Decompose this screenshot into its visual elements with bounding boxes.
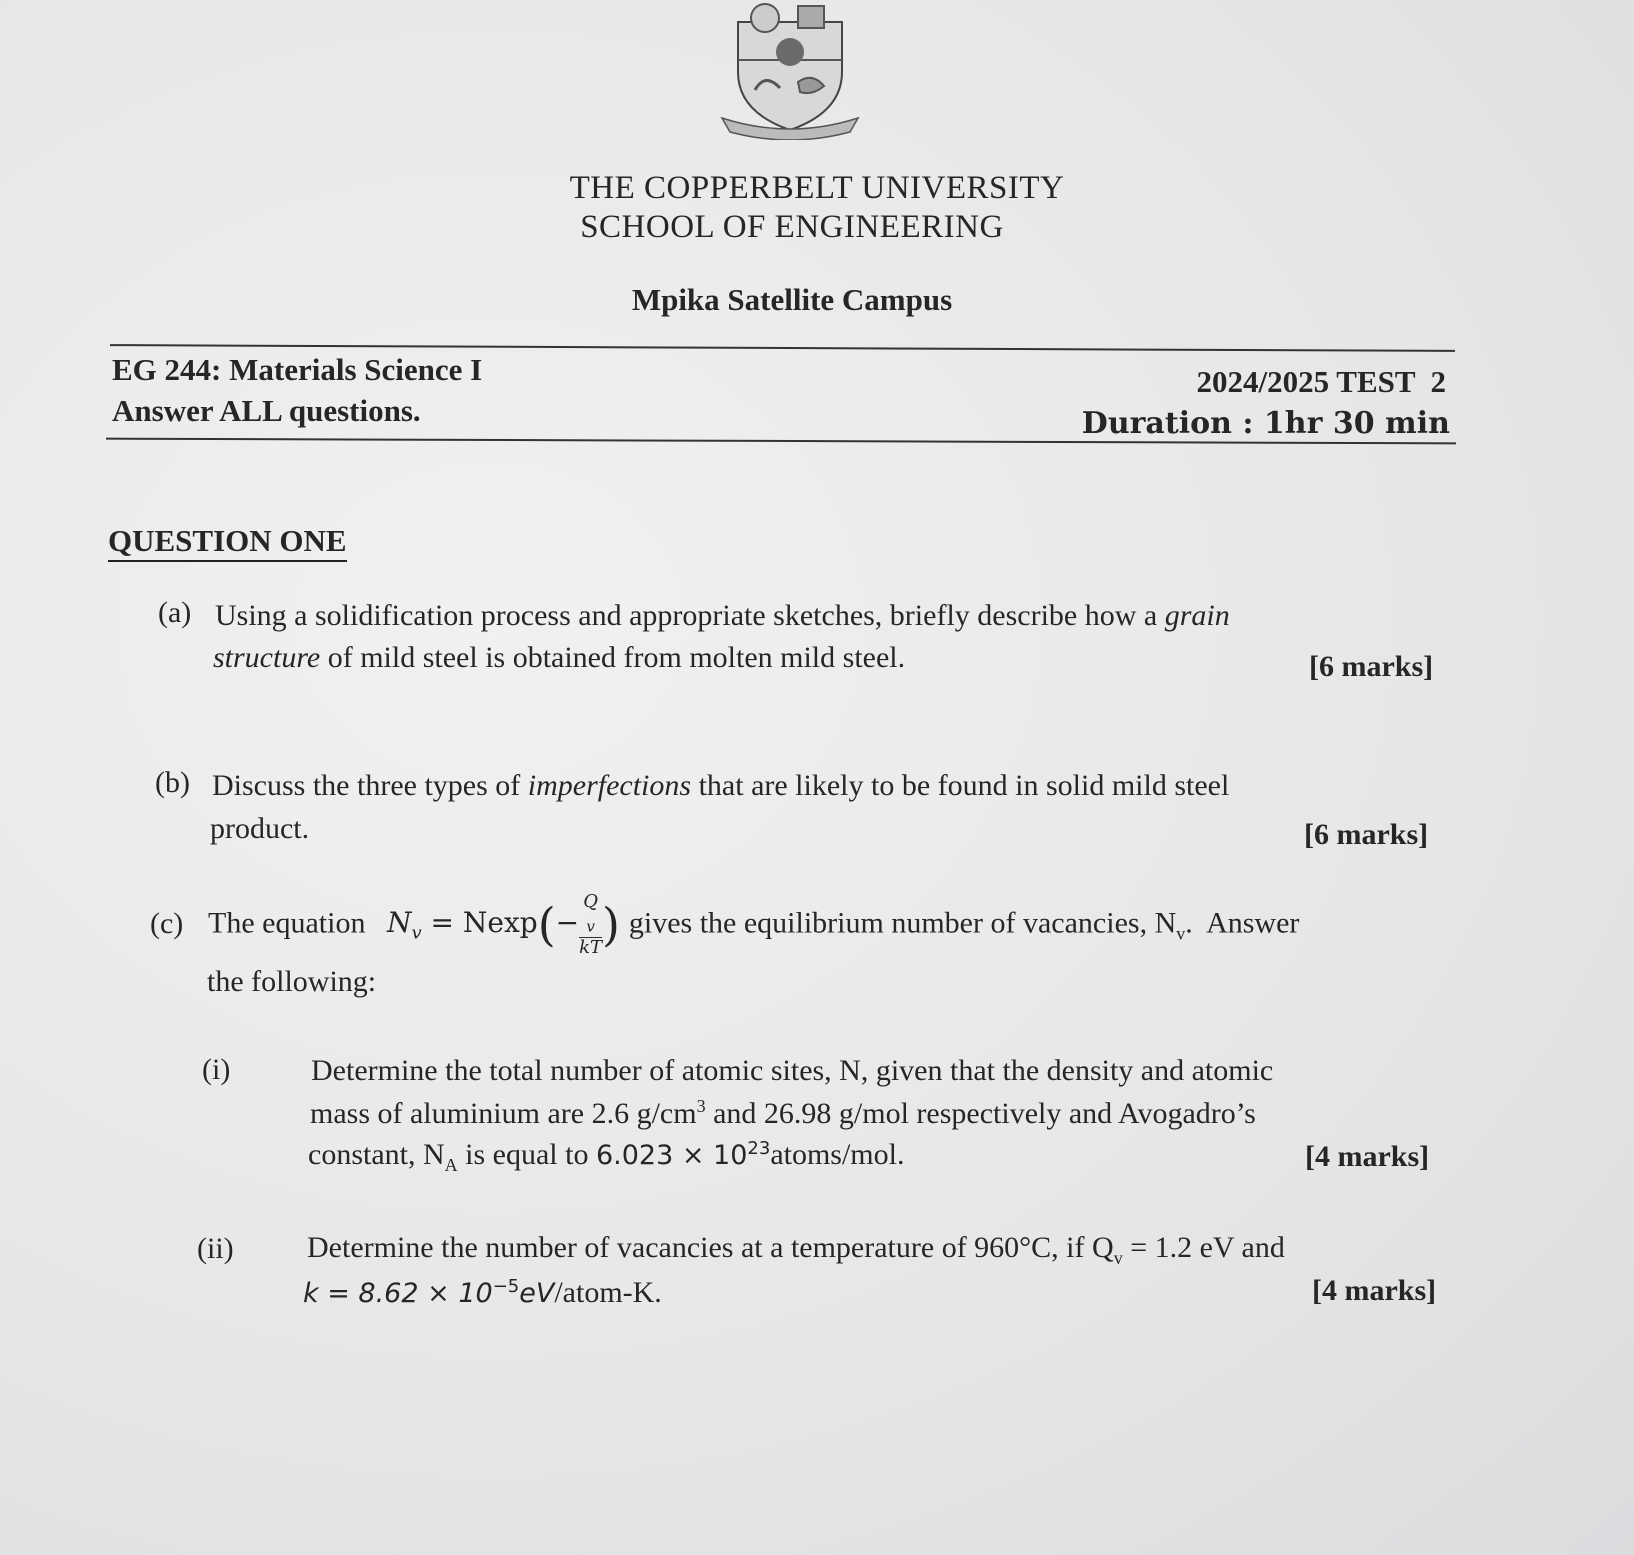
vacancy-equation: $N_v = Nexp(-$ Q $_v$ kT )	[386, 891, 620, 958]
part-c-i-line3: constant, $N_A$ is equal to $6.023 \times 10^{23}atoms$/mol.	[308, 1138, 905, 1175]
campus-name: Mpika Satellite Campus	[631, 282, 953, 317]
school-name: SCHOOL OF ENGINEERING	[580, 209, 1004, 245]
part-b-marks: [6 marks]	[1304, 818, 1429, 851]
avogadro-constant: $6.023 \times 10^{23}$	[595, 1138, 771, 1171]
university-name: THE COPPERBELT UNIVERSITY	[569, 170, 1065, 206]
boltzmann-constant: $k = 8.62 \times 10^{-5}eV$	[303, 1276, 555, 1309]
part-c-line2: the following:	[207, 965, 377, 998]
part-a-marks: [6 marks]	[1309, 650, 1434, 683]
test-year: 2024/2025 TEST 2	[1196, 364, 1446, 399]
part-b-label: (b)	[155, 766, 190, 799]
part-c-i-marks: [4 marks]	[1305, 1140, 1430, 1173]
part-b-line1: Discuss the three types of imperfections that are likely to be found in solid mild steel	[212, 769, 1230, 802]
part-c-ii-marks: [4 marks]	[1312, 1274, 1437, 1307]
question-heading: QUESTION ONE	[108, 523, 347, 562]
gear-icon	[751, 4, 779, 32]
part-c-i-line1: Determine the total number of atomic sites, N, given that the density and atomic	[311, 1054, 1274, 1087]
part-c-ii-line2: $k = 8.62 \times 10^{-5}eV/atom-K$.	[303, 1276, 662, 1309]
part-c-ii-label: (ii)	[197, 1232, 234, 1265]
part-c-ii-line1: Determine the number of vacancies at a temperature of 960°C, if $Q_v = 1.2$ eV and	[307, 1231, 1285, 1268]
header-rule-top	[110, 344, 1455, 352]
part-a-line1: Using a solidification process and appropriate sketches, briefly describe how a grain	[215, 599, 1230, 632]
duration-text: Duration : 1hr 30 min	[1081, 406, 1450, 441]
part-c-line1: The equation $N_v = Nexp(-$ Q $_v$ kT ) gives the equilibrium number of vacancies, $N_v$. Answer	[208, 891, 1300, 958]
part-c-label: (c)	[150, 907, 184, 940]
part-c-i-label: (i)	[202, 1053, 231, 1086]
part-a-line2: structure of mild steel is obtained from molten mild steel.	[213, 641, 906, 674]
instruction-text: Answer ALL questions.	[112, 393, 421, 428]
part-a-label: (a)	[158, 596, 192, 629]
part-b-line2: product.	[210, 812, 310, 845]
course-title: EG 244: Materials Science I	[112, 352, 483, 387]
university-crest-logo	[720, 0, 860, 140]
part-c-i-line2: mass of aluminium are 2.6 $g/cm^3$ and 26.98 g/mol respectively and Avogadro’s	[310, 1096, 1256, 1130]
